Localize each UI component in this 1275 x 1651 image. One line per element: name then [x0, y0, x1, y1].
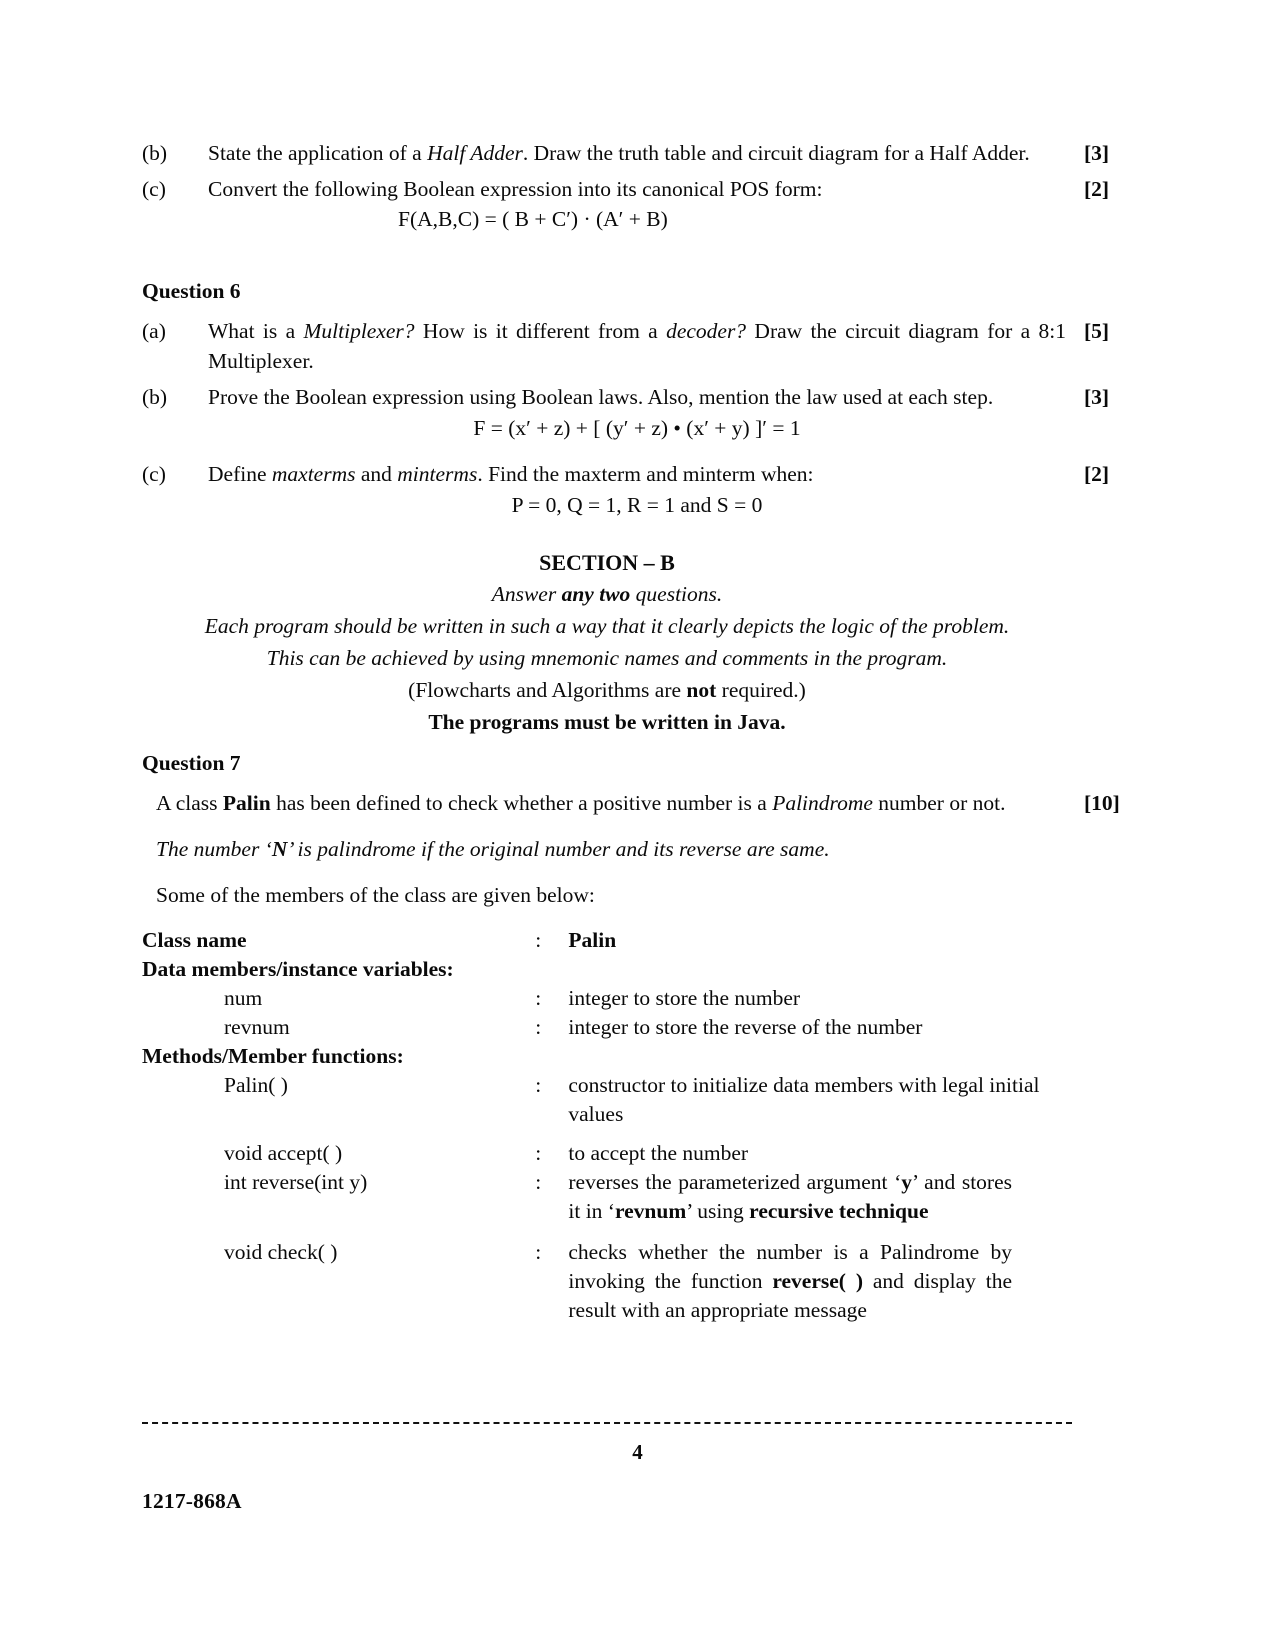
q6c-statement-line — [208, 459, 1066, 489]
check-desc-bold-reverse: reverse( ) — [772, 1269, 863, 1293]
q7-intro-mid: has been defined to check whether a positive number is a — [270, 791, 773, 815]
page-content — [142, 138, 1120, 1325]
flowchart-note-bold: not — [686, 678, 717, 702]
q7-note-bold-n: N — [271, 837, 288, 861]
spacer-row-2 — [142, 1226, 1072, 1238]
section-b-note-line1: Each program should be written in such a way that it clearly depicts the logic of the problem. — [204, 614, 1010, 638]
question-row-6c — [142, 459, 1110, 520]
section-b-note-line2: This can be achieved by using mnemonic names and comments in the program. — [266, 646, 948, 670]
q7-class-name-bold: Palin — [222, 791, 271, 815]
class-specification-table — [142, 926, 1072, 1325]
method-colon-check: : — [535, 1240, 542, 1264]
q5c-statement: Convert the following Boolean expression into its canonical POS form: — [208, 177, 823, 201]
marks-7: [10] — [1084, 791, 1120, 815]
class-name-label: Class name — [142, 928, 247, 952]
section-b-java-note: The programs must be written in Java. — [428, 710, 786, 734]
q6a-part2: How is it different from a — [414, 319, 667, 343]
reverse-desc-p2: ’ and stores it in ‘ — [568, 1170, 1012, 1223]
q6c-formula: P = 0, Q = 1, R = 1 and S = 0 — [511, 493, 763, 517]
method-desc-accept: to accept the number — [568, 1141, 749, 1165]
q7-intro-post: number or not. — [872, 791, 1006, 815]
method-desc-check — [568, 1238, 1072, 1325]
spacer-row-1 — [142, 1129, 1072, 1139]
method-name-check: void check( ) — [224, 1240, 338, 1264]
q6c-part3: . Find the maxterm and minterm when: — [477, 462, 814, 486]
data-member-name-num: num — [224, 986, 263, 1010]
question-text-5b — [208, 138, 1072, 168]
section-b-title: SECTION – B — [539, 550, 675, 575]
question-label-5c: (c) — [142, 177, 166, 201]
spacer-before-6c — [142, 449, 1072, 459]
spacer-after-q7-heading — [142, 778, 1072, 788]
q7-intro-pre: A class — [156, 791, 223, 815]
question-text-6b — [208, 382, 1072, 443]
methods-heading: Methods/Member functions: — [142, 1044, 404, 1068]
data-member-name-revnum: revnum — [224, 1015, 290, 1039]
reverse-desc-p3: ’ using — [686, 1199, 750, 1223]
q5b-italic-term: Half Adder — [427, 141, 523, 165]
marks-6a: [5] — [1084, 319, 1110, 343]
q7-note-post: ’ is palindrome if the original number and its reverse are same. — [287, 837, 830, 861]
data-member-desc-revnum: integer to store the reverse of the number — [568, 1015, 923, 1039]
question-row-7-intro — [142, 788, 1120, 818]
section-b-answer-instruction — [142, 578, 1072, 610]
method-colon-reverse: : — [535, 1170, 542, 1194]
table-row-data-member-num — [142, 984, 1072, 1013]
question-row-7-italic-note — [142, 834, 1072, 864]
spacer-before-spec-table — [142, 916, 1072, 926]
question-row-6b — [142, 382, 1110, 443]
question-label-6a: (a) — [142, 319, 166, 343]
spacer-before-q7-italic-note — [142, 824, 1072, 834]
question-text-5c — [208, 174, 1072, 234]
q6c-part2: and — [355, 462, 398, 486]
answer-instruction-bold: any two — [561, 582, 631, 606]
data-member-colon-num: : — [535, 986, 542, 1010]
question-row-7-members-line — [142, 880, 1072, 910]
q6a-italic-multiplexer: Multiplexer? — [303, 319, 415, 343]
question-heading-6: Question 6 — [142, 279, 241, 303]
data-member-colon-revnum: : — [535, 1015, 542, 1039]
spacer-before-section-b — [142, 526, 1072, 548]
reverse-desc-bold-y: y — [901, 1170, 912, 1194]
check-desc-p2: and display the result with an appropriate message — [568, 1269, 1013, 1322]
class-name-colon: : — [535, 928, 542, 952]
spacer-cell-1 — [142, 1129, 1072, 1139]
table-row-data-member-revnum — [142, 1013, 1072, 1042]
q7-italic-palindrome: Palindrome — [772, 791, 873, 815]
marks-5b: [3] — [1084, 141, 1110, 165]
q6c-italic-maxterms: maxterms — [271, 462, 356, 486]
table-row-data-members-heading — [142, 955, 1072, 984]
page-number: 4 — [632, 1440, 643, 1464]
q6b-statement: Prove the Boolean expression using Boolean laws. Also, mention the law used at each step. — [208, 385, 994, 409]
data-members-heading: Data members/instance variables: — [142, 957, 454, 981]
q7-note-pre: The number ‘ — [156, 837, 272, 861]
flowchart-note-post: required.) — [716, 678, 806, 702]
table-row-method-accept — [142, 1139, 1072, 1168]
method-name-accept: void accept( ) — [224, 1141, 343, 1165]
table-row-class-name — [142, 926, 1072, 955]
method-colon-palin: : — [535, 1073, 542, 1097]
q6c-part1: Define — [208, 462, 272, 486]
question7-intro-text — [156, 788, 1072, 818]
q5b-text-post: . Draw the truth table and circuit diagram for a Half Adder. — [522, 141, 1030, 165]
answer-instruction-pre: Answer — [491, 582, 562, 606]
question-text-6c — [208, 459, 1072, 520]
q6c-italic-minterms: minterms — [397, 462, 478, 486]
marks-6c: [2] — [1084, 462, 1110, 486]
class-name-value: Palin — [568, 928, 617, 952]
check-desc-p1: checks whether the number is a Palindrome by invoking the function — [568, 1240, 1012, 1293]
spacer-before-question6 — [142, 240, 1072, 276]
question-label-5b: (b) — [142, 141, 168, 165]
question-heading-7: Question 7 — [142, 751, 241, 775]
question7-members-line: Some of the members of the class are given below: — [156, 883, 595, 907]
table-row-methods-heading — [142, 1042, 1072, 1071]
method-desc-palin: constructor to initialize data members with legal initial values — [568, 1073, 1040, 1126]
spacer-cell-2 — [142, 1226, 1072, 1238]
table-row-method-check — [142, 1238, 1072, 1325]
flowchart-note-pre: (Flowcharts and Algorithms are — [408, 678, 687, 702]
q6b-formula: F = (x′ + z) + [ (y′ + z) • (x′ + y) ]′ = 1 — [473, 416, 801, 440]
section-b-flowchart-note — [142, 674, 1072, 706]
q6a-italic-decoder: decoder? — [666, 319, 747, 343]
spacer-after-q6-heading — [142, 306, 1072, 316]
method-desc-reverse — [568, 1168, 1072, 1226]
question7-italic-note — [156, 834, 1072, 864]
answer-instruction-post: questions. — [630, 582, 723, 606]
question-label-6c: (c) — [142, 462, 166, 486]
q6a-part1: What is a — [208, 319, 304, 343]
method-name-reverse: int reverse(int y) — [224, 1170, 368, 1194]
method-name-palin: Palin( ) — [224, 1073, 288, 1097]
reverse-desc-bold-technique: recursive technique — [749, 1199, 929, 1223]
q5c-formula: F(A,B,C) = ( B + C′) · (A′ + B) — [398, 207, 668, 231]
spacer-before-question7 — [142, 738, 1072, 748]
q6a-part3: Draw the circuit diagram for a 8:1 Multiplexer. — [208, 319, 1066, 373]
question-row-6a — [142, 316, 1110, 376]
spacer-before-members-line — [142, 870, 1072, 880]
table-row-method-reverse — [142, 1168, 1072, 1226]
q5b-text-pre: State the application of a — [208, 141, 428, 165]
question-label-6b: (b) — [142, 385, 168, 409]
reverse-desc-bold-revnum: revnum — [614, 1199, 687, 1223]
marks-5c: [2] — [1084, 177, 1110, 201]
marks-6b: [3] — [1084, 385, 1110, 409]
footer-divider — [142, 1422, 1072, 1424]
reverse-desc-p1: reverses the parameterized argument ‘ — [568, 1170, 902, 1194]
question-row-5b — [142, 138, 1110, 168]
question-row-5c — [142, 174, 1110, 234]
data-member-desc-num: integer to store the number — [568, 986, 801, 1010]
table-row-method-constructor — [142, 1071, 1072, 1129]
question-text-6a — [208, 316, 1072, 376]
paper-code: 1217-868A — [142, 1489, 242, 1513]
method-colon-accept: : — [535, 1141, 542, 1165]
